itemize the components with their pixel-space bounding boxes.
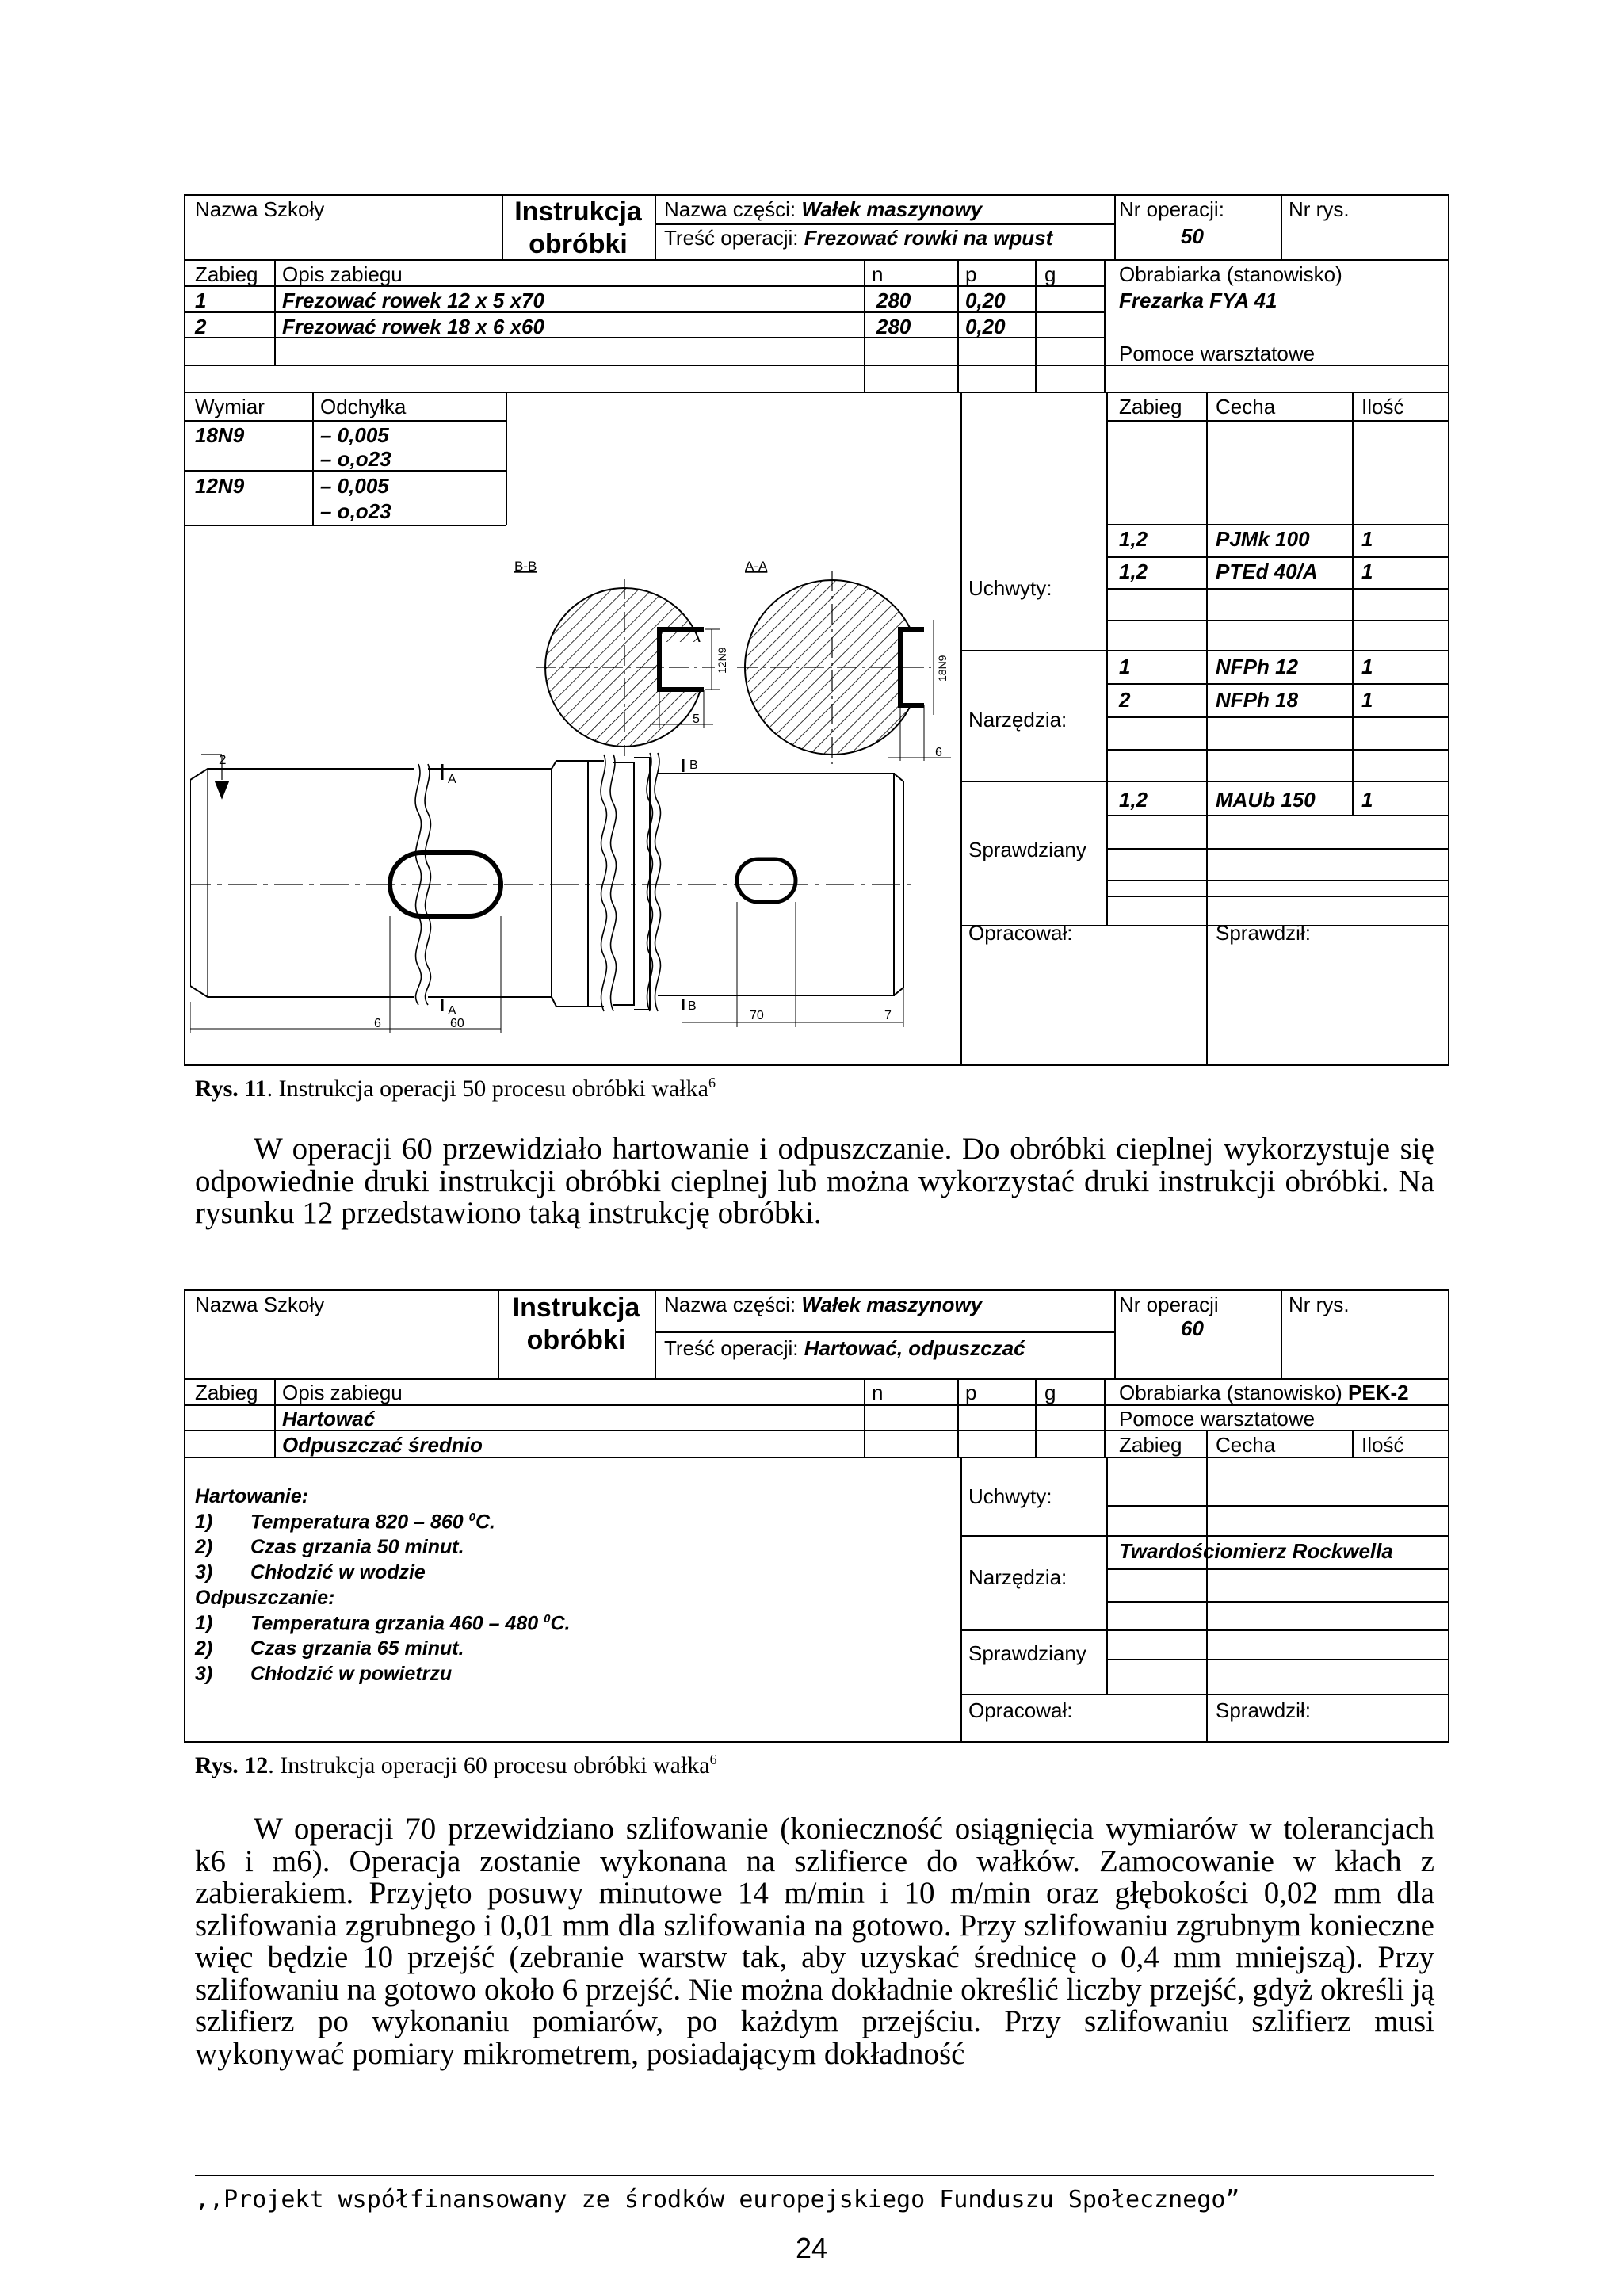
shaft-view [190,753,911,1033]
fig11-tool1-ilosc: 1 [1361,655,1373,678]
section-bb [536,579,720,756]
fig12-op-number-label: Nr operacji [1119,1293,1219,1316]
mark-b-top: B [689,758,698,772]
fig11-holder1-ilosc: 1 [1361,527,1373,551]
footer-text: ,,Projekt współfinansowany ze środków europejskiego Funduszu Społecznego” [195,2186,1240,2214]
fig11-gauge1-ilosc: 1 [1361,788,1373,812]
fig12-holders-label: Uchwyty: [968,1484,1052,1508]
fig12-prepared-by: Opracował: [968,1698,1073,1722]
fig12-row2: Odpuszczać średnio [282,1433,483,1457]
fig11-holder1-cecha: PJMk 100 [1216,527,1310,551]
fig11-holder2-ilosc: 1 [1361,560,1373,583]
fig11-col-zabieg: Zabieg [195,262,258,286]
fig11-col-g: g [1044,262,1056,286]
hardening-step-3: 3) Chłodzić w wodzie [195,1561,426,1584]
fig11-row2-opis: Frezować rowek 18 x 6 x60 [282,315,544,338]
fig11-dim1-dev1: – 0,005 [320,423,389,447]
fig12-part-name: Nazwa części: Wałek maszynowy [664,1293,983,1316]
fig11-dim2: 12N9 [195,474,245,498]
fig12-operation-content: Treść operacji: Hartować, odpuszczać [664,1336,1025,1360]
label-aa: A-A [745,559,768,574]
dim-6-left: 6 [374,1017,381,1030]
fig11-dim1: 18N9 [195,423,245,447]
fig12-col-ilosc: Ilość [1361,1433,1404,1457]
fig11-col-p: p [965,262,977,286]
fig11-title: Instrukcja obróbki [514,197,642,259]
fig11-tools-label: Narzędzia: [968,708,1067,732]
fig12-title: Instrukcja obróbki [512,1293,640,1355]
fig11-gauge1-zabieg: 1,2 [1119,788,1148,812]
fig11-row1-zabieg: 1 [195,288,207,312]
tempering-step-1: 1) Temperatura grzania 460 – 480 $^0$C. [195,1612,571,1635]
mark-a-bottom: A [448,1004,456,1018]
fig12-tool: Twardościomierz Rockwella [1119,1539,1393,1563]
fig11-school-name: Nazwa Szkoły [195,197,325,221]
mark-b-bottom: B [688,999,697,1013]
shaft-drawing [190,526,959,1061]
fig11-row2-n: 280 [876,315,911,338]
fig12-col-n: n [872,1381,884,1404]
fig11-holder2-zabieg: 1,2 [1119,560,1148,583]
fig12-row1: Hartować [282,1407,376,1431]
fig11-machine: Frezarka FYA 41 [1119,288,1277,312]
hardening-step-1: 1) Temperatura 820 – 860 $^0$C. [195,1511,495,1534]
fig12-drawing-number: Nr rys. [1289,1293,1350,1316]
fig11-dim1-dev2: – o,o23 [320,447,391,471]
fig11-row2-zabieg: 2 [195,315,207,338]
fig12-aids-label: Pomoce warsztatowe [1119,1407,1316,1431]
fig11-gauge1-cecha: MAUb 150 [1216,788,1316,812]
fig12-checked-by: Sprawdził: [1216,1698,1311,1722]
hardening-title: Hartowanie: [195,1485,309,1507]
section-aa [737,571,951,764]
fig12-tools-label: Narzędzia: [968,1565,1067,1589]
fig11-row1-n: 280 [876,288,911,312]
mark-2: 2 [219,752,227,767]
fig11-dim2-dev1: – 0,005 [320,474,389,498]
hardening-step-2: 2) Czas grzania 50 minut. [195,1536,464,1558]
fig12-col-g: g [1044,1381,1056,1404]
fig11-aids-label: Pomoce warsztatowe [1119,342,1316,365]
label-6: 6 [935,746,942,759]
fig11-prepared-by: Opracował: [968,921,1073,945]
fig11-col-opis: Opis zabiegu [282,262,403,286]
page-number: 24 [795,2232,828,2264]
fig11-machine-label: Obrabiarka (stanowisko) [1119,262,1342,286]
fig11-tool1-cecha: NFPh 12 [1216,655,1299,678]
fig11-col-wymiar: Wymiar [195,395,265,418]
fig12-col-cecha: Cecha [1216,1433,1276,1457]
fig11-row2-p: 0,20 [965,315,1006,338]
fig11-op-number-label: Nr operacji: [1119,197,1224,221]
fig11-part-name: Nazwa części: Wałek maszynowy [664,197,983,221]
fig11-drawing-number: Nr rys. [1289,197,1350,221]
fig11-col-odchylka: Odchyłka [320,395,407,418]
fig11-holder1-zabieg: 1,2 [1119,527,1148,551]
fig11-tool1-zabieg: 1 [1119,655,1131,678]
fig11-holder2-cecha: PTEd 40/A [1216,560,1318,583]
fig12-col-zabieg2: Zabieg [1119,1433,1182,1457]
fig11-operation-content: Treść operacji: Frezować rowki na wpust [664,226,1053,250]
fig11-dim2-dev2: – o,o23 [320,499,391,523]
label-bb: B-B [514,559,537,574]
dim-70: 70 [750,1009,764,1022]
tempering-title: Odpuszczanie: [195,1587,335,1609]
fig11-tool2-zabieg: 2 [1119,688,1131,712]
fig12-col-zabieg: Zabieg [195,1381,258,1404]
paragraph-1: W operacji 60 przewidziało hartowanie i odpuszczanie. Do obróbki cieplnej wykorzystuje się odpowiednie druki instrukcji obróbki cieplnej lub można wykorzystać druki instrukcji obróbki. Na rysunku 12 przedstawiono taką instrukcję obróbki. [195,1132,1434,1230]
paragraph-2: W operacji 70 przewidziano szlifowanie (konieczność osiągnięcia wymiarów w tolerancjach k6 i m6). Operacja zostanie wykonana na szlifierce do wałków. Zamocowanie w kłach z zabierakiem. Przyjęto posuwy minutowe 14 m/min i 10 m/min oraz głębokości 0,02 mm dla szlifowania zgrubnego i 0,01 mm dla szlifowania na gotowo. Przy szlifowaniu zgrubnym konieczne więc będzie 10 przejść (zebranie warstw tak, aby uzyskać średnicę o 0,4 mm mniejszą). Przy szlifowaniu na gotowo około 6 przejść. Nie można dokładnie określić liczby przejść, gdyż określi ją szlifierz po wykonaniu pomiarów, po każdym przejściu. Przy szlifowaniu szlifierz musi wykonywać pomiary mikrometrem, posiadającym dokładność [195,1812,1434,2071]
fig11-row1-p: 0,20 [965,288,1006,312]
caption-fig11: Rys. 11. Instrukcja operacji 50 procesu obróbki wałka$^6$ [195,1075,716,1102]
label-12n9: 12N9 [716,647,728,674]
fig12-gauges-label: Sprawdziany [968,1641,1086,1665]
fig11-checked-by: Sprawdził: [1216,921,1311,945]
label-5: 5 [693,712,700,726]
tempering-step-3: 3) Chłodzić w powietrzu [195,1663,453,1685]
fig11-op-number: 50 [1181,224,1204,248]
fig11-row1-opis: Frezować rowek 12 x 5 x70 [282,288,544,312]
fig11-col-n: n [872,262,884,286]
fig11-col-cecha: Cecha [1216,395,1276,418]
label-18n9: 18N9 [936,655,949,682]
fig11-tool2-ilosc: 1 [1361,688,1373,712]
fig11-holders-label: Uchwyty: [968,576,1052,600]
dim-60: 60 [450,1017,464,1030]
fig11-gauges-label: Sprawdziany [968,838,1086,861]
fig11-tool2-cecha: NFPh 18 [1216,688,1299,712]
fig12-school-name: Nazwa Szkoły [195,1293,325,1316]
fig11-col-zabieg2: Zabieg [1119,395,1182,418]
fig12-op-number: 60 [1181,1316,1204,1340]
tempering-step-2: 2) Czas grzania 65 minut. [195,1637,464,1660]
fig12-machine: Obrabiarka (stanowisko) PEK-2 [1119,1381,1409,1404]
caption-fig12: Rys. 12. Instrukcja operacji 60 procesu obróbki wałka$^6$ [195,1752,717,1778]
dim-7: 7 [884,1009,892,1022]
fig12-col-opis: Opis zabiegu [282,1381,403,1404]
fig12-col-p: p [965,1381,977,1404]
footer-rule [195,2175,1434,2176]
mark-a-top: A [448,773,456,786]
fig11-col-ilosc: Ilość [1361,395,1404,418]
